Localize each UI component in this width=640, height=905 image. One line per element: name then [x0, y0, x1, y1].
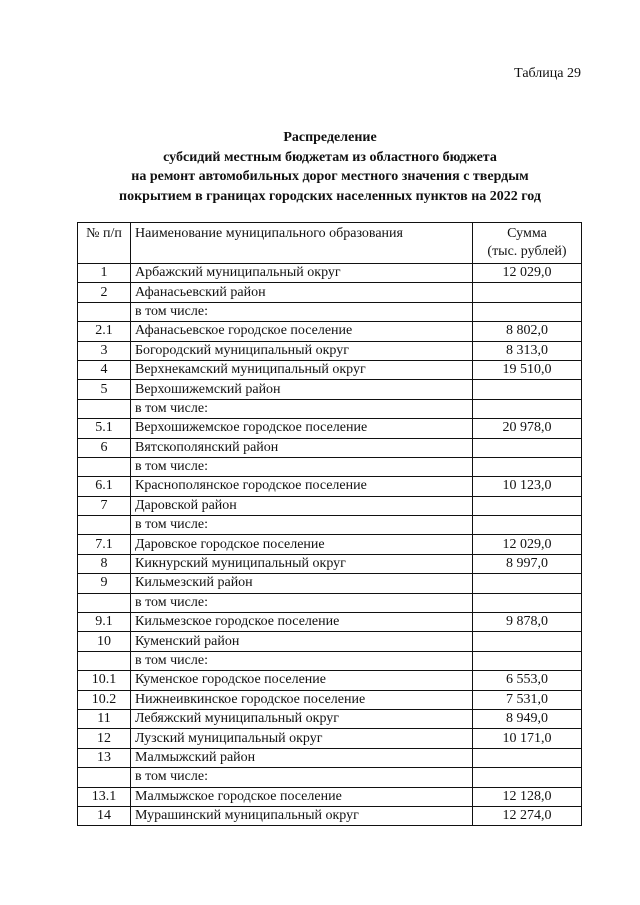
row-municipality: Афанасьевский район	[131, 283, 473, 302]
row-municipality: Малмыжский район	[131, 748, 473, 767]
title-line: покрытием в границах городских населенных пунктов на 2022 год	[119, 188, 541, 204]
row-number: 5	[78, 380, 131, 399]
row-amount: 12 029,0	[473, 535, 582, 554]
table-row	[78, 574, 582, 593]
row-amount: 20 978,0	[473, 419, 582, 438]
header-number: № п/п	[78, 223, 131, 264]
table-body	[78, 264, 582, 826]
header-amount-line1: Сумма	[507, 226, 547, 241]
row-amount	[473, 768, 582, 787]
row-number: 1	[78, 264, 131, 283]
row-municipality: Верхошижемский район	[131, 380, 473, 399]
row-number: 10.2	[78, 690, 131, 709]
table-header-row	[78, 223, 582, 264]
table-row	[78, 419, 582, 438]
row-number	[78, 457, 131, 476]
row-amount: 9 878,0	[473, 613, 582, 632]
row-amount	[473, 399, 582, 418]
row-amount: 7 531,0	[473, 690, 582, 709]
row-amount: 19 510,0	[473, 360, 582, 379]
table-number-label: Таблица 29	[514, 66, 581, 81]
row-municipality: Лебяжский муниципальный округ	[131, 709, 473, 728]
row-amount: 6 553,0	[473, 671, 582, 690]
row-amount	[473, 748, 582, 767]
row-number: 6.1	[78, 477, 131, 496]
table-row	[78, 768, 582, 787]
row-number: 7	[78, 496, 131, 515]
row-amount: 10 123,0	[473, 477, 582, 496]
table-row	[78, 593, 582, 612]
row-number: 10	[78, 632, 131, 651]
row-amount	[473, 380, 582, 399]
table-row	[78, 806, 582, 825]
row-municipality: Верхошижемское городское поселение	[131, 419, 473, 438]
row-amount: 8 802,0	[473, 322, 582, 341]
header-amount	[473, 223, 582, 264]
row-municipality: Нижнеивкинское городское поселение	[131, 690, 473, 709]
table-row	[78, 496, 582, 515]
row-number	[78, 302, 131, 321]
header-municipality: Наименование муниципального образования	[131, 223, 473, 264]
row-number: 13	[78, 748, 131, 767]
row-amount	[473, 496, 582, 515]
row-number	[78, 593, 131, 612]
title-line: Распределение	[283, 130, 377, 145]
table-row	[78, 671, 582, 690]
row-number	[78, 399, 131, 418]
table-row	[78, 651, 582, 670]
table-row	[78, 748, 582, 767]
row-municipality: в том числе:	[131, 399, 473, 418]
row-municipality: Вятскополянский район	[131, 438, 473, 457]
table-row	[78, 438, 582, 457]
row-amount: 12 029,0	[473, 264, 582, 283]
row-municipality: в том числе:	[131, 516, 473, 535]
row-amount	[473, 632, 582, 651]
row-number	[78, 768, 131, 787]
row-municipality: Малмыжское городское поселение	[131, 787, 473, 806]
row-municipality: Краснополянское городское поселение	[131, 477, 473, 496]
table-row	[78, 380, 582, 399]
row-number: 6	[78, 438, 131, 457]
table-row	[78, 709, 582, 728]
row-number: 9	[78, 574, 131, 593]
row-municipality: в том числе:	[131, 593, 473, 612]
row-municipality: Арбажский муниципальный округ	[131, 264, 473, 283]
table-row	[78, 729, 582, 748]
row-municipality: Богородский муниципальный округ	[131, 341, 473, 360]
table-row	[78, 302, 582, 321]
row-amount	[473, 574, 582, 593]
table-row	[78, 360, 582, 379]
row-number: 12	[78, 729, 131, 748]
row-number: 10.1	[78, 671, 131, 690]
row-number: 2.1	[78, 322, 131, 341]
table-row	[78, 613, 582, 632]
row-amount: 10 171,0	[473, 729, 582, 748]
row-municipality: Верхнекамский муниципальный округ	[131, 360, 473, 379]
row-amount: 8 997,0	[473, 554, 582, 573]
row-municipality: в том числе:	[131, 457, 473, 476]
table-row	[78, 516, 582, 535]
table-row	[78, 632, 582, 651]
document-title	[60, 128, 600, 206]
row-municipality: Афанасьевское городское поселение	[131, 322, 473, 341]
row-amount: 8 313,0	[473, 341, 582, 360]
row-number: 2	[78, 283, 131, 302]
subsidy-table	[77, 222, 582, 826]
table-row	[78, 283, 582, 302]
table-row	[78, 477, 582, 496]
row-number	[78, 651, 131, 670]
row-number: 14	[78, 806, 131, 825]
row-amount	[473, 651, 582, 670]
row-municipality: в том числе:	[131, 651, 473, 670]
table-row	[78, 322, 582, 341]
row-amount: 12 128,0	[473, 787, 582, 806]
table-row	[78, 264, 582, 283]
row-number: 5.1	[78, 419, 131, 438]
row-municipality: в том числе:	[131, 302, 473, 321]
row-amount: 12 274,0	[473, 806, 582, 825]
row-municipality: Кильмезский район	[131, 574, 473, 593]
row-amount	[473, 438, 582, 457]
row-municipality: Даровское городское поселение	[131, 535, 473, 554]
row-number: 7.1	[78, 535, 131, 554]
row-municipality: Кильмезское городское поселение	[131, 613, 473, 632]
row-amount	[473, 516, 582, 535]
row-amount	[473, 283, 582, 302]
table-row	[78, 341, 582, 360]
title-line: субсидий местным бюджетам из областного бюджета	[163, 149, 497, 165]
row-amount	[473, 457, 582, 476]
row-number: 13.1	[78, 787, 131, 806]
table-row	[78, 787, 582, 806]
row-amount	[473, 302, 582, 321]
row-number: 11	[78, 709, 131, 728]
row-municipality: Лузский муниципальный округ	[131, 729, 473, 748]
row-number: 9.1	[78, 613, 131, 632]
row-municipality: Кикнурский муниципальный округ	[131, 554, 473, 573]
row-number: 4	[78, 360, 131, 379]
table-row	[78, 690, 582, 709]
table-row	[78, 535, 582, 554]
row-number	[78, 516, 131, 535]
row-municipality: Даровской район	[131, 496, 473, 515]
row-amount: 8 949,0	[473, 709, 582, 728]
row-municipality: Куменский район	[131, 632, 473, 651]
row-number: 3	[78, 341, 131, 360]
row-municipality: в том числе:	[131, 768, 473, 787]
table-row	[78, 399, 582, 418]
row-number: 8	[78, 554, 131, 573]
title-line: на ремонт автомобильных дорог местного значения с твердым	[131, 169, 529, 184]
table-row	[78, 457, 582, 476]
table-row	[78, 554, 582, 573]
row-amount	[473, 593, 582, 612]
header-amount-line2: (тыс. рублей)	[487, 244, 567, 259]
row-municipality: Мурашинский муниципальный округ	[131, 806, 473, 825]
row-municipality: Куменское городское поселение	[131, 671, 473, 690]
